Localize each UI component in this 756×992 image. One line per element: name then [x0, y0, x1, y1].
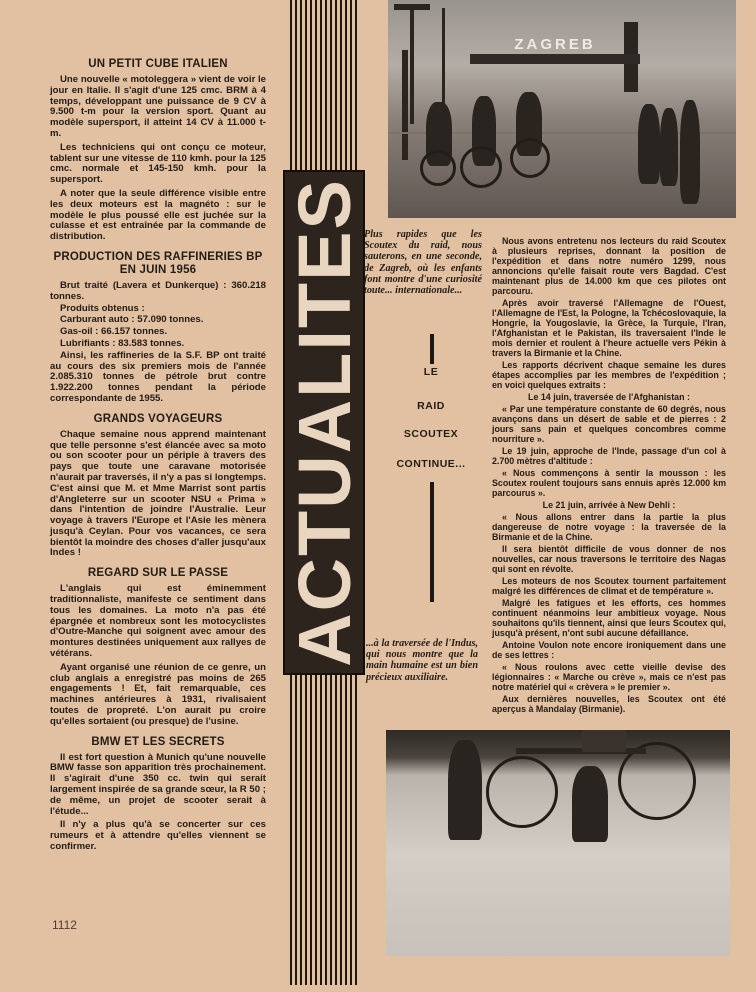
article-title: PRODUCTION DES RAFFINERIES BP EN JUIN 1956 [53, 250, 263, 276]
article-title: GRANDS VOYAGEURS [93, 412, 223, 425]
caption-top: Plus rapides que les Scoutex du raid, nous sauterons, en une seconde, de Zagreb, où les enfants font montre d'une curiosité toute... internationale... [364, 229, 482, 297]
article-paragraph: Gas-oil : 66.157 tonnes. [60, 326, 168, 338]
article-raid-scoutex [492, 236, 726, 716]
article-paragraph: A noter que la seule différence visible entre les deux moteurs est la magnéto : sur le modèle le plus poussé elle est juchée sur la culasse et est entraînée par la commande de distribution. [50, 187, 266, 243]
article-regard-passe [50, 567, 266, 727]
raid-paragraph: Nous avons entretenu nos lecteurs du raid Scoutex à plusieurs reprises, donnant la position de l'expédition et dans notre numéro 1299, nous annoncions qu'elle faisait route vers Bagdad. C'est maintenant plus de 14.000 km que ces pilotes ont parcouru. [492, 236, 726, 296]
raid-paragraph: « Nous roulons avec cette vieille devise des légionnaires : « Marche ou crève », mais ce n'est pas notre matériel qui « crèvera » le premier ». [492, 662, 726, 692]
raid-paragraph: Après avoir traversé l'Allemagne de l'Ouest, l'Allemagne de l'Est, la Pologne, la Tchécoslovaquie, la Hongrie, la Yougoslavie, la Grèce, la Turquie, l'Iran, l'Afghanistan et le Pakistan, ils traversaient l'Inde le mois dernier et roulent à l'heure actuelle vers Pékin à travers la Birmanie et la Chine. [492, 298, 726, 358]
article-paragraph: Produits obtenus : [60, 302, 145, 314]
article-title: REGARD SUR LE PASSE [87, 567, 229, 580]
photo-zagreb [388, 0, 736, 218]
caption-bottom: ...à la traversée de l'Indus, qui nous montre que la main humaine est un bien précieux auxiliaire. [366, 638, 478, 683]
center-title-continue: CONTINUE... [396, 458, 466, 470]
article-paragraph: Brut traité (Lavera et Dunkerque) : 360.218 tonnes. [50, 279, 266, 302]
left-column [50, 58, 266, 861]
article-title: UN PETIT CUBE ITALIEN [88, 58, 228, 70]
article-petit-cube [50, 58, 266, 243]
article-paragraph: Une nouvelle « motoleggera » vient de voir le jour en Italie. Il s'agit d'une 125 cmc. BRM à 4 temps, développant une puissance de 9 CV à 9.500 t-m pour la version sport. Quant au modèle supersport, il atteint 14 CV à 11.000 t-m. [50, 74, 266, 139]
center-title-raid: RAID [417, 400, 445, 412]
raid-paragraph: Aux dernières nouvelles, les Scoutex ont été aperçus à Mandalay (Birmanie). [492, 694, 726, 714]
raid-paragraph: Antoine Voulon note encore ironiquement dans une de ses lettres : [492, 640, 726, 660]
article-paragraph: Chaque semaine nous apprend maintenant que telle personne s'est élancée avec sa moto ou son scooter pour un périple à travers des pays que toute une caravane motorisée n'aurait par traversés, il n'y a pas si longtemps. C'est ainsi que M. et Mme Marrist sont partis d'Angleterre sur un scooter NSU « Prima » dans l'intention de joindre l'Australie. Leur voyage à travers l'Europe et l'Asie les mènera jusqu'à Ceylan. Pour vos vacances, ce sera bientôt la moindre des choses d'aller jusqu'aux Indes ! [50, 428, 266, 559]
raid-paragraph: Malgré les fatigues et les efforts, ces hommes continuent néanmoins leur ambitieux voyage. Nous souhaitons qu'ils tiennent, ainsi que leurs Scoutex qui, jusqu'à présent, n'ont subi aucune défaillance. [492, 598, 726, 638]
section-title-text: ACTUALITES [282, 178, 366, 667]
article-paragraph: Ayant organisé une réunion de ce genre, un club anglais a enregistré pas moins de 265 engagements ! Et, fait remarquable, ces machines antérieures à 1931, rivalisaient toutes de propreté. L'on aurait pu croire qu'elles sortaient (ou presque) de l'usine. [50, 661, 266, 727]
raid-date: Le 21 juin, arrivée à New Dehli : [542, 500, 676, 510]
station-sign: ZAGREB [514, 36, 596, 53]
raid-date: Le 19 juin, approche de l'Inde, passage d'un col à 2.700 mètres d'altitude : [492, 446, 726, 466]
article-paragraph: Il n'y a plus qu'à se concerter sur ces rumeurs et à attendre qu'elles viennent se confirmer. [50, 819, 266, 853]
article-paragraph: Il est fort question à Munich qu'une nouvelle BMW fasse son apparition très prochainement. Il s'agirait d'une 350 cc. twin qui serait largement inspirée de sa grande sœur, la R 50 ; de même, un projet de scooter serait à l'étude... [50, 751, 266, 817]
vertical-rule [430, 482, 434, 602]
raid-paragraph: « Par une température constante de 60 degrés, nous avançons dans un désert de sable et de pierres : 2 jours sans pain et quelques concombres comme nourriture ». [492, 404, 726, 444]
center-title-le: LE [423, 366, 439, 378]
raid-date: Le 14 juin, traversée de l'Afghanistan : [528, 392, 690, 402]
article-paragraph: Les techniciens qui ont conçu ce moteur, tablent sur une vitesse de 110 kmh. pour la 125 cmc. normale et 145-150 kmh. pour la supersport. [50, 141, 266, 186]
article-bmw [50, 736, 266, 853]
raid-paragraph: Les moteurs de nos Scoutex tournent parfaitement malgré les différences de climat et de température ». [492, 576, 726, 596]
raid-paragraph: Il sera bientôt difficile de vous donner de nos nouvelles, car nous traversons le territoire des Nagas qui sont en révolte. [492, 544, 726, 574]
raid-paragraph: « Nous allons entrer dans la partie la plus dangereuse de notre voyage : la traversée de la Birmanie et de la Chine. [492, 512, 726, 542]
section-title [283, 170, 365, 675]
photo-indus-crossing [386, 730, 730, 956]
article-paragraph: Carburant auto : 57.090 tonnes. [60, 314, 204, 326]
article-paragraph: Lubrifiants : 83.583 tonnes. [60, 337, 185, 349]
page-number: 1112 [52, 918, 77, 932]
raid-paragraph: Les rapports décrivent chaque semaine les dures étapes accomplies par les membres de l'expédition ; en voici quelques extraits : [492, 360, 726, 390]
article-raffineries [50, 251, 266, 405]
article-paragraph: Ainsi, les raffineries de la S.F. BP ont traité au cours des six premiers mois de l'année 2.085.310 tonnes de pétrole brut contre 1.922.200 tonnes pendant la période correspondante de 1955. [50, 349, 266, 404]
center-title-scoutex: SCOUTEX [403, 428, 459, 440]
article-grands-voyageurs [50, 413, 266, 560]
vertical-rule [430, 334, 434, 364]
raid-paragraph: « Nous commençons à sentir la mousson : les Scoutex roulent toujours sans ennuis après 12.000 km parcourus ». [492, 468, 726, 498]
article-title: BMW ET LES SECRETS [91, 735, 225, 748]
article-paragraph: L'anglais qui est éminemment traditionnaliste, manifeste ce sentiment dans tous les domaines. La moto n'a pas été épargnée et nombreux sont les motocyclistes d'Outre-Manche qui soignent avec amour des montures destinées uniquement aux rallyes de vétérans. [50, 583, 266, 660]
